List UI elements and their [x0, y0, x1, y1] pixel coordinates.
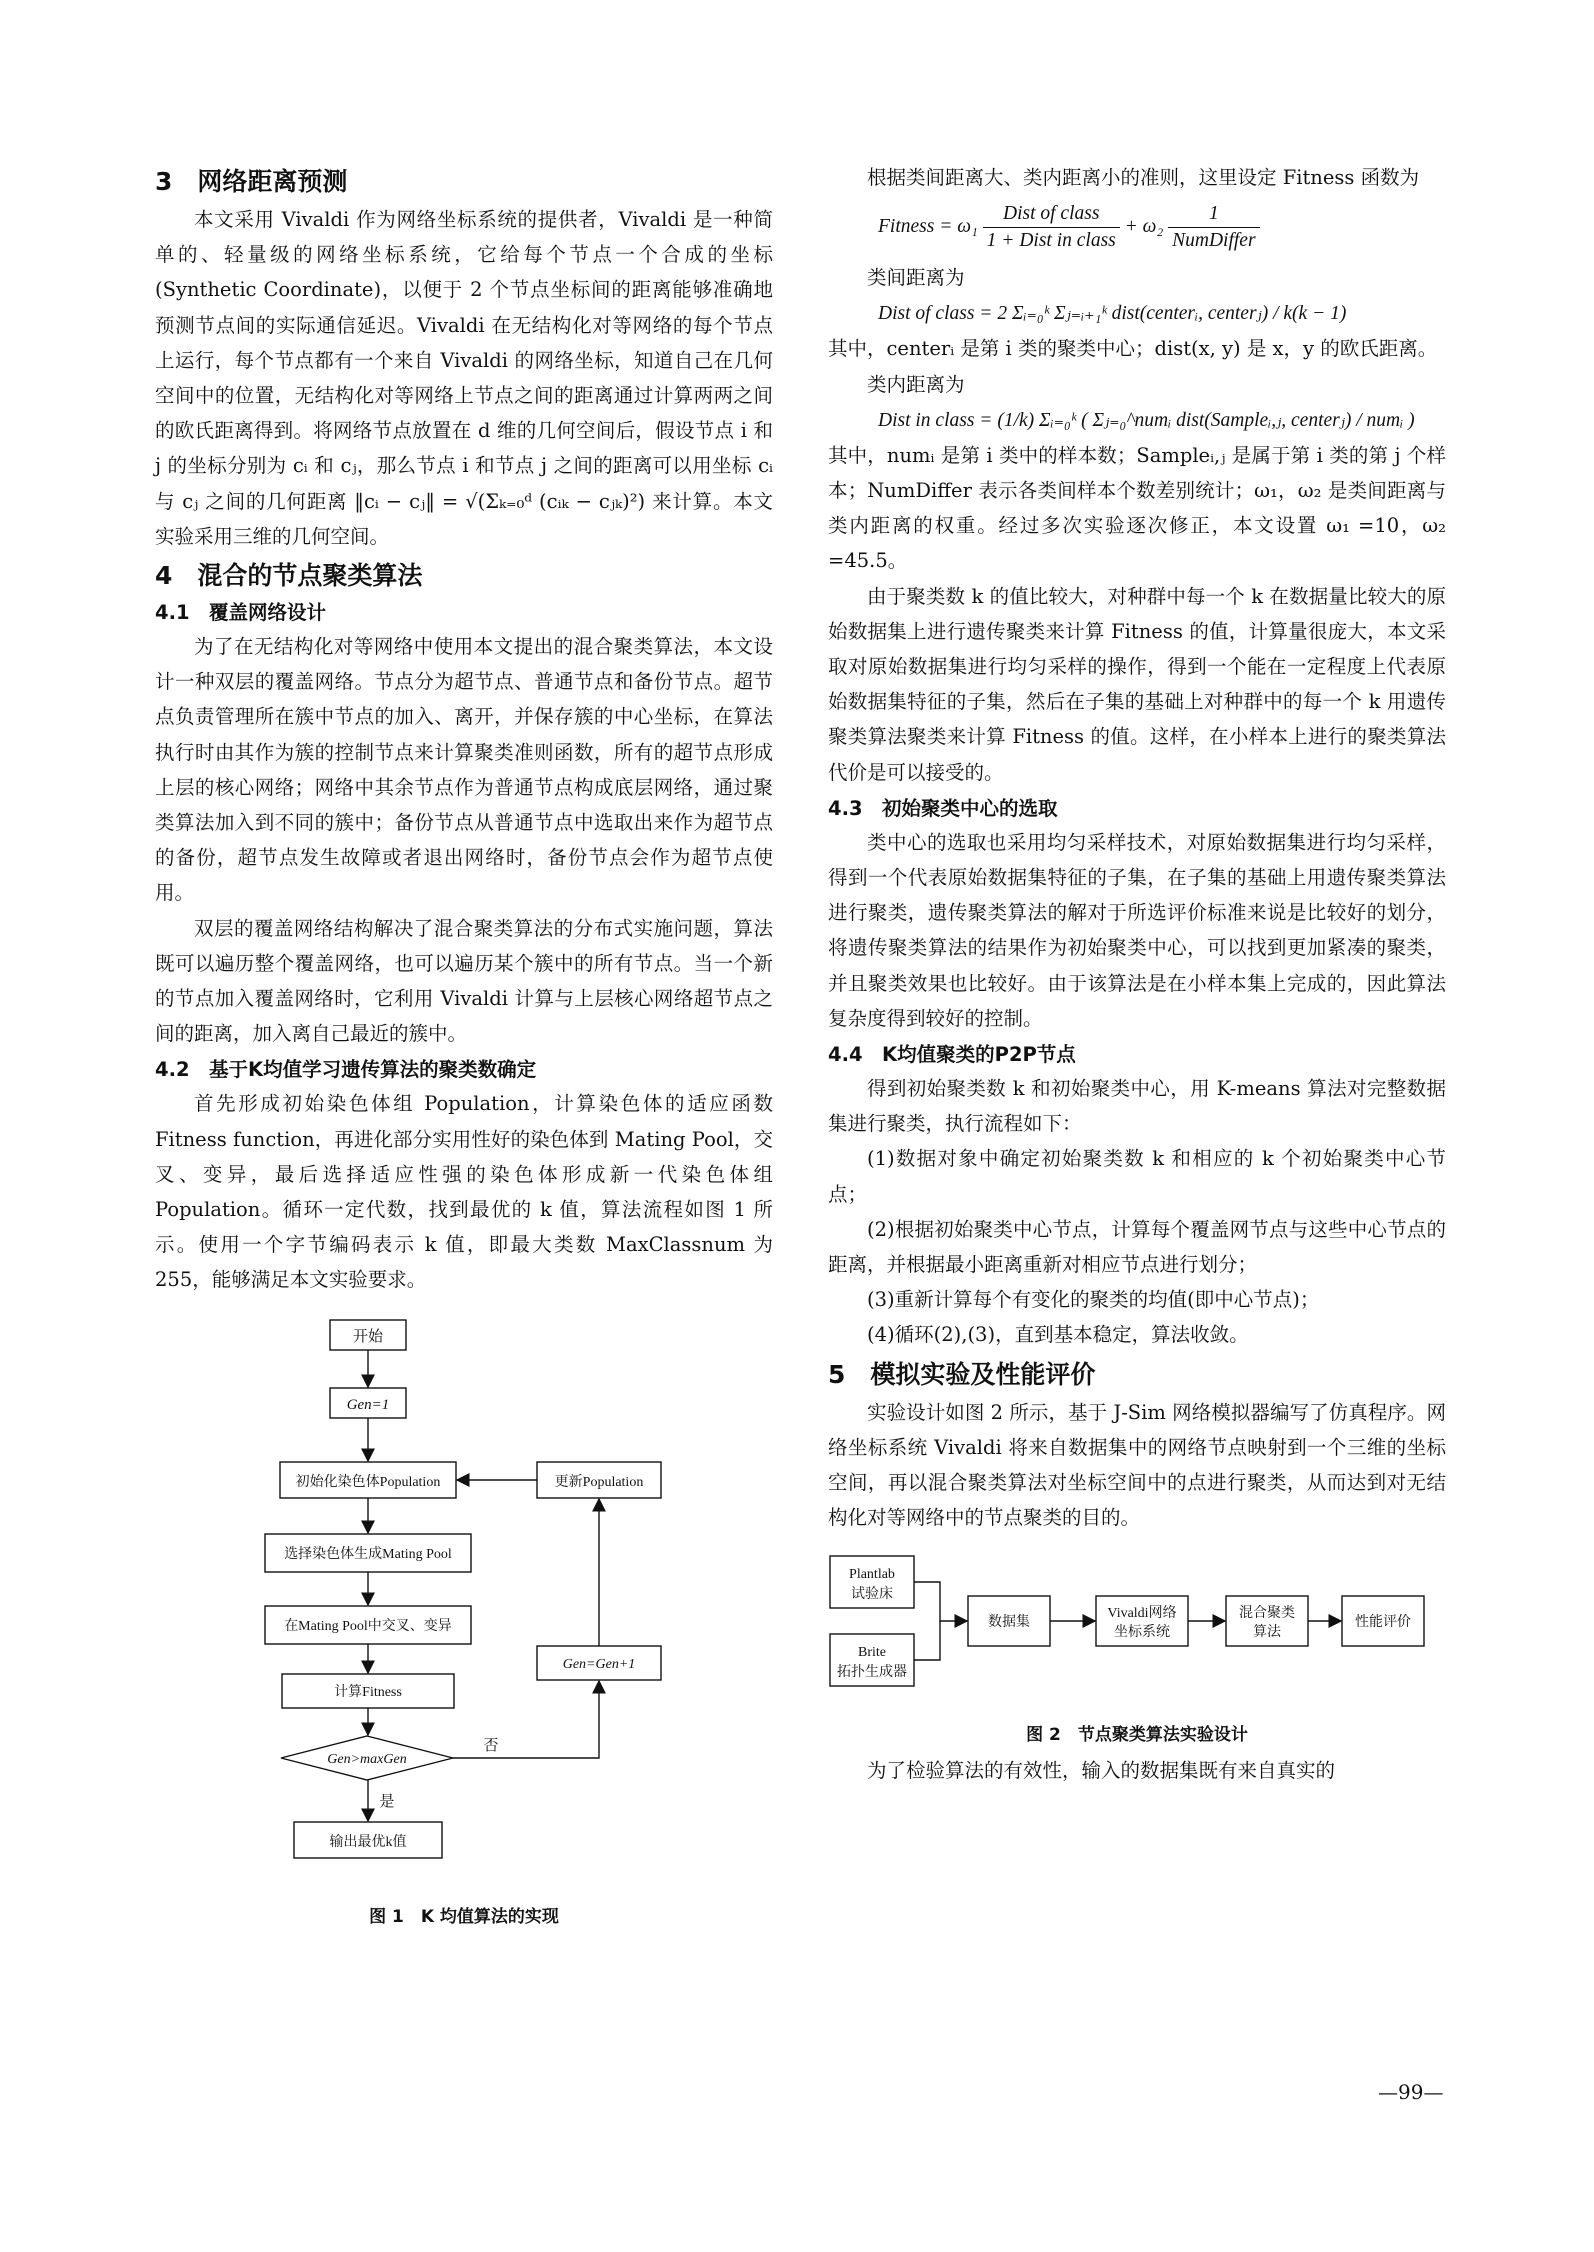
fig2-brite-line2: 拓扑生成器: [837, 1664, 907, 1680]
fig2-dataset-label: 数据集: [988, 1614, 1030, 1630]
final-paragraph: 为了检验算法的有效性，输入的数据集既有来自真实的: [867, 1758, 1336, 1782]
section-4-2-title: 4.2 基于K均值学习遗传算法的聚类数确定: [155, 1058, 537, 1082]
fc-fitness-label: 计算Fitness: [334, 1684, 402, 1700]
figure-1: [155, 1312, 773, 1927]
section-5-title: 5 模拟实验及性能评价: [828, 1359, 1096, 1389]
fc-yes-label: 是: [379, 1793, 395, 1810]
fig2-eval-label: 性能评价: [1355, 1614, 1411, 1630]
fitness-fraction-2: [1168, 201, 1259, 254]
section-4-1-paragraph-2: 双层的覆盖网络结构解决了混合聚类算法的分布式实施问题，算法既可以遍历整个覆盖网络，也可以遍历某个簇中的所有节点。当一个新的节点加入覆盖网络时，它利用 Vivaldi 计算与上层核心网络超节点之间的距离，加入离自己最近的簇中。: [155, 916, 773, 1046]
fitness-num-1: Dist of class: [983, 201, 1120, 228]
kmeans-step-2: (2)根据初始聚类中心节点，计算每个覆盖网节点与这些中心节点的距离，并根据最小距离重新对相应节点进行划分；: [828, 1217, 1446, 1277]
fc-update-label: 更新Population: [554, 1474, 644, 1490]
fitness-formula: [878, 201, 1446, 254]
fitness-den-1: 1 + Dist in class: [986, 230, 1116, 252]
fig2-hybrid-line2: 算法: [1253, 1624, 1281, 1640]
fig2-hybrid-line1: 混合聚类: [1239, 1605, 1295, 1621]
section-5-paragraph: 实验设计如图 2 所示，基于 J-Sim 网络模拟器编写了仿真程序。网络坐标系统 Vivaldi 将来自数据集中的网络节点映射到一个三维的坐标空间，再以混合聚类算法对坐标空间中的点进行聚类，从而达到对无结构化对等网络中的节点聚类的目的。: [828, 1400, 1446, 1530]
section-4-2-paragraph: 首先形成初始染色体组 Population，计算染色体的适应函数 Fitness function，再进化部分实用性好的染色体到 Mating Pool，交叉、变异，最后选择适应性强的染色体形成新一代染色体组 Population。循环一定代数，找到最优的 k 值，算法流程如图 1 所示。使用一个字节编码表示 k 值，即最大类数 MaxClassnum 为 255，能够满足本文实验要求。: [155, 1092, 773, 1292]
fig2-plantlab-line1: Plantlab: [849, 1566, 895, 1582]
fig2-vivaldi-line2: 坐标系统: [1114, 1624, 1170, 1640]
section-4-3-title: 4.3 初始聚类中心的选取: [828, 796, 1058, 820]
fc-decision-label: Gen>maxGen: [327, 1751, 407, 1767]
kmeans-step-4: (4)循环(2),(3)，直到基本稳定，算法收敛。: [867, 1323, 1249, 1347]
section-3-title: 3 网络距离预测: [155, 167, 348, 196]
kmeans-step-1: (1)数据对象中确定初始聚类数 k 和相应的 k 个初始聚类中心节点；: [828, 1147, 1446, 1206]
section-4-1-paragraph-1: 为了在无结构化对等网络中使用本文提出的混合聚类算法，本文设计一种双层的覆盖网络。节点分为超节点、普通节点和备份节点。超节点负责管理所在簇中节点的加入、离开，并保存簇的中心坐标，在算法执行时由其作为簇的控制节点来计算聚类准则函数，所有的超节点形成上层的核心网络；网络中其余节点作为普通节点构成底层网络，通过聚类算法加入到不同的簇中；备份节点从普通节点中选取出来作为超节点的备份，超节点发生故障或者退出网络时，备份节点会作为超节点使用。: [155, 635, 773, 905]
fc-init-label: 初始化染色体Population: [295, 1474, 441, 1490]
section-4-3-paragraph: 类中心的选取也采用均匀采样技术，对原始数据集进行均匀采样，得到一个代表原始数据集特征的子集，在子集的基础上用遗传聚类算法进行聚类，遗传聚类算法的解对于所选评价标准来说是比较好的划分，将遗传聚类算法的结果作为初始聚类中心，可以找到更加紧凑的聚类，并且聚类效果也比较好。由于该算法是在小样本集上完成的，因此算法复杂度得到较好的控制。: [828, 830, 1446, 1030]
fitness-intro: 根据类间距离大、类内距离小的准则，这里设定 Fitness 函数为: [867, 166, 1420, 189]
fig2-plantlab-line2: 试验床: [851, 1586, 893, 1602]
fc-crossover-label: 在Mating Pool中交叉、变异: [284, 1618, 452, 1634]
within-class-formula: Dist in class = (1/k) Σᵢ₌₀ᵏ ( Σⱼ₌₀^numᵢ dist(Sampleᵢ,ⱼ, centerⱼ) / numᵢ ): [878, 409, 1415, 431]
page-number: —99—: [1378, 2080, 1444, 2104]
figure-2: [828, 1546, 1446, 1745]
fc-gen1-label: Gen=1: [346, 1396, 390, 1413]
fitness-lhs: Fitness = ω₁: [878, 216, 978, 238]
fitness-mid: + ω₂: [1124, 216, 1164, 238]
fc-output-label: 输出最优k值: [329, 1834, 407, 1850]
fig2-vivaldi-line1: Vivaldi网络: [1107, 1605, 1177, 1621]
between-class-note: 其中，centerᵢ 是第 i 类的聚类中心；dist(x, y) 是 x，y 的欧氏距离。: [828, 337, 1438, 361]
section-4-4-title: 4.4 K均值聚类的P2P节点: [828, 1043, 1076, 1067]
fc-no-label: 否: [483, 1737, 499, 1754]
figure-1-flowchart: [155, 1312, 773, 1912]
sampling-paragraph: 由于聚类数 k 的值比较大，对种群中每一个 k 在数据量比较大的原始数据集上进行遗传聚类来计算 Fitness 的值，计算量很庞大，本文采取对原始数据集进行均匀采样的操作，得到一个能在一定程度上代表原始数据集特征的子集，然后在子集的基础上对种群中的每一个 k 用遗传聚类算法聚类来计算 Fitness 的值。这样，在小样本上进行的聚类算法代价是可以接受的。: [828, 584, 1446, 784]
section-4-title: 4 混合的节点聚类算法: [155, 561, 423, 591]
kmeans-step-3: (3)重新计算每个有变化的聚类的均值(即中心节点)；: [867, 1288, 1320, 1312]
between-class-formula: Dist of class = 2 Σᵢ₌₀ᵏ Σⱼ₌ᵢ₊₁ᵏ dist(centerᵢ, centerⱼ) / k(k − 1): [878, 303, 1347, 325]
between-class-label: 类间距离为: [867, 266, 965, 290]
fitness-num-2: 1: [1168, 201, 1259, 228]
fc-select-label: 选择染色体生成Mating Pool: [284, 1546, 452, 1562]
fc-start-label: 开始: [352, 1328, 384, 1345]
section-4-4-paragraph: 得到初始聚类数 k 和初始聚类中心，用 K-means 算法对完整数据集进行聚类，执行流程如下：: [828, 1077, 1446, 1136]
within-class-label: 类内距离为: [867, 372, 965, 396]
section-3-paragraph: 本文采用 Vivaldi 作为网络坐标系统的提供者，Vivaldi 是一种简单的、轻量级的网络坐标系统，它给每个节点一个合成的坐标(Synthetic Coordinate)，以便于 2 个节点坐标间的距离能够准确地预测节点间的实际通信延迟。Vivaldi 在无结构化对等网络的每个节点上运行，每个节点都有一个来自 Vivaldi 的网络坐标，知道自己在几何空间中的位置，无结构化对等网络上节点之间的距离通过计算两两之间的欧氏距离得到。将网络节点放置在 d 维的几何空间后，假设节点 i 和 j 的坐标分别为 cᵢ 和 cⱼ，那么节点 i 和节点 j 之间的距离可以用坐标 cᵢ 与 cⱼ 之间的几何距离 ‖cᵢ − cⱼ‖ = √(Σₖ₌₀ᵈ (cᵢₖ − cⱼₖ)²) 来计算。本文实验采用三维的几何空间。: [155, 208, 773, 548]
left-column: [155, 160, 773, 1927]
fc-geninc-label: Gen=Gen+1: [562, 1656, 636, 1672]
section-4-1-title: 4.1 覆盖网络设计: [155, 601, 327, 625]
fitness-fraction-1: [983, 201, 1120, 254]
right-column: [828, 160, 1446, 1788]
fig2-brite-line1: Brite: [858, 1644, 886, 1660]
figure-2-diagram: [828, 1546, 1446, 1696]
fitness-den-2: NumDiffer: [1172, 230, 1256, 252]
within-class-note: 其中，numᵢ 是第 i 类中的样本数；Sampleᵢ,ⱼ 是属于第 i 类的第 j 个样本；NumDiffer 表示各类间样本个数差别统计；ω₁，ω₂ 是类间距离与类内距离的权重。经过多次实验逐次修正，本文设置 ω₁ =10，ω₂ =45.5。: [828, 443, 1446, 573]
figure-2-caption: 图 2 节点聚类算法实验设计: [1026, 1724, 1248, 1745]
figure-1-caption: 图 1 K 均值算法的实现: [369, 1906, 559, 1927]
